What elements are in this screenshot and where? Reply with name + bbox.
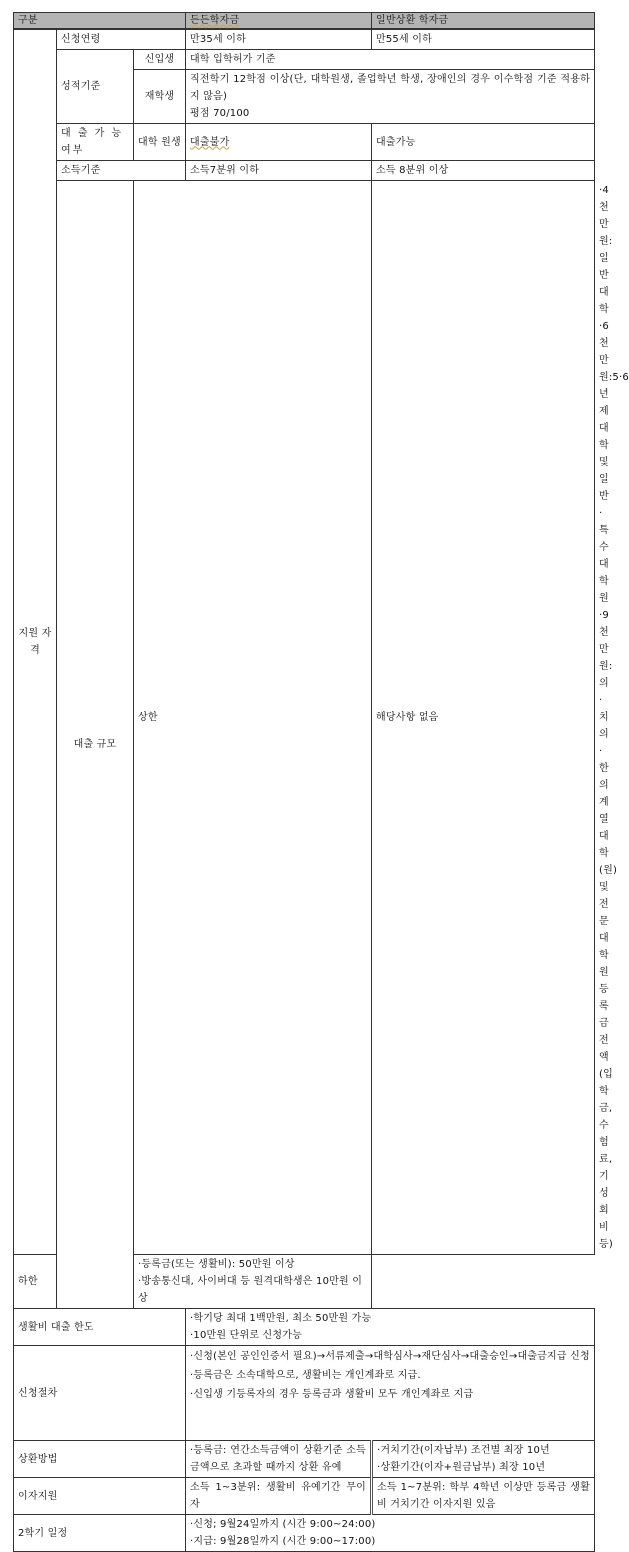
income-label: 소득기준 <box>57 161 186 181</box>
enrolled-value <box>186 70 595 124</box>
table-row-interest-support <box>14 1478 595 1515</box>
enrolled-gpa-criteria: 평점 70/100 <box>190 108 250 119</box>
table-row-income <box>14 161 595 181</box>
table-row-grade-freshman <box>14 50 595 70</box>
repayment-b-line-2: ·상환기간(이자+원금납부) 최장 10년 <box>377 1462 546 1473</box>
table-row-procedure <box>14 1346 595 1441</box>
schedule-label: 2학기 일정 <box>14 1515 186 1552</box>
eligibility-group-label: 지원 자격 <box>14 29 57 1255</box>
loan-availability-a-text: 대출불가 <box>190 136 230 148</box>
table-row-loan-availability <box>14 124 595 161</box>
table-row-repayment <box>14 1441 595 1478</box>
repayment-label: 상환방법 <box>14 1441 186 1478</box>
lower-limit-label: 하한 <box>14 1255 134 1309</box>
header-col-b: 일반상환 학자금 <box>372 13 595 30</box>
header-col-a <box>186 13 372 30</box>
procedure-line-3: ·신입생 기등록자의 경우 등록금과 생활비 모두 개인계좌로 지급 <box>190 1389 474 1400</box>
grad-student-label: 대학 원생 <box>134 124 186 161</box>
repayment-b <box>372 1441 595 1478</box>
header-col-a-label: 든든학자금 <box>190 15 240 26</box>
table-row-upper-limit: 대출 규모 상한 해당사항 없음 ·4천만원:일반대학 ·6천만원:5·6년제 대학 및 일반·특수대학원 ·9천만원:의·치의·한의계열대학(원) 및 전문대학원 등록금 전액(입학금, 수험료, 기성회비 등) <box>14 181 595 1255</box>
lower-limit-line-1: ·등록금(또는 생활비): 50만원 이상 <box>138 1259 295 1270</box>
repayment-b-line-1: ·거치기간(이자납부) 조건별 최장 10년 <box>377 1445 550 1456</box>
upper-limit-label: 상한 <box>134 181 372 1255</box>
living-expense-value <box>186 1309 595 1346</box>
schedule-line-2: ·지급: 9월28일까지 (시간 9:00~17:00) <box>190 1536 376 1547</box>
living-expense-line-1: ·학기당 최대 1백만원, 최소 50만원 가능 <box>190 1313 372 1324</box>
table-row-lower-limit <box>14 1255 595 1309</box>
age-label: 신청연령 <box>57 29 186 50</box>
income-b: 소득 8분위 이상 <box>372 161 595 181</box>
upper-limit-a: 해당사항 없음 <box>372 181 595 1255</box>
table-row-age <box>14 29 595 50</box>
table-header-row <box>14 13 595 30</box>
interest-support-a: 소득 1~3분위: 생활비 유예기간 무이자 <box>186 1478 372 1515</box>
procedure-label: 신청절차 <box>14 1346 186 1441</box>
interest-support-label: 이자지원 <box>14 1478 186 1515</box>
interest-support-b: 소득 1~7분위: 학부 4학년 이상만 등록금 생활비 거치기간 이자지원 있음 <box>372 1478 595 1515</box>
freshman-label: 신입생 <box>134 50 186 70</box>
repayment-a: ·등록금: 연간소득금액이 상환기준 소득금액으로 초과할 때까지 상환 유예 <box>186 1441 372 1478</box>
enrolled-credit-criteria: 직전학기 12학점 이상(단, 대학원생, 졸업학년 학생, 장애인의 경우 이수학점 기준 적용하지 않음) <box>190 74 590 102</box>
table-row-schedule <box>14 1515 595 1552</box>
freshman-value: 대학 입학허가 기준 <box>186 50 595 70</box>
header-category: 구분 <box>14 13 186 30</box>
living-expense-label: 생활비 대출 한도 <box>14 1309 186 1346</box>
lower-limit-line-2: ·방송통신대, 사이버대 등 원격대학생은 10만원 이상 <box>138 1276 363 1304</box>
enrolled-label: 재학생 <box>134 70 186 124</box>
loan-availability-label: 대 출 가 능 여부 <box>57 124 134 161</box>
procedure-value <box>186 1346 595 1441</box>
living-expense-line-2: ·10만원 단위로 신청가능 <box>190 1330 303 1341</box>
table-row-living-expense <box>14 1309 595 1346</box>
schedule-value <box>186 1515 595 1552</box>
student-loan-comparison-table <box>13 12 629 1552</box>
lower-limit-value <box>134 1255 372 1309</box>
procedure-line-2: ·등록금은 소속대학으로, 생활비는 개인계좌로 지급. <box>190 1370 421 1381</box>
procedure-line-1: ·신청(본인 공인인증서 필요)→서류제출→대학심사→재단심사→대출승인→대출금지급 신청 <box>190 1351 590 1362</box>
loan-availability-b: 대출가능 <box>372 124 595 161</box>
grade-label: 성적기준 <box>57 50 134 124</box>
age-a: 만35세 이하 <box>186 29 372 50</box>
age-b: 만55세 이하 <box>372 29 595 50</box>
loan-availability-a <box>186 124 372 161</box>
schedule-line-1: ·신청; 9월24일까지 (시간 9:00~24:00) <box>190 1519 376 1530</box>
loan-scale-group-label: 대출 규모 <box>57 181 134 1309</box>
income-a: 소득7분위 이하 <box>186 161 372 181</box>
